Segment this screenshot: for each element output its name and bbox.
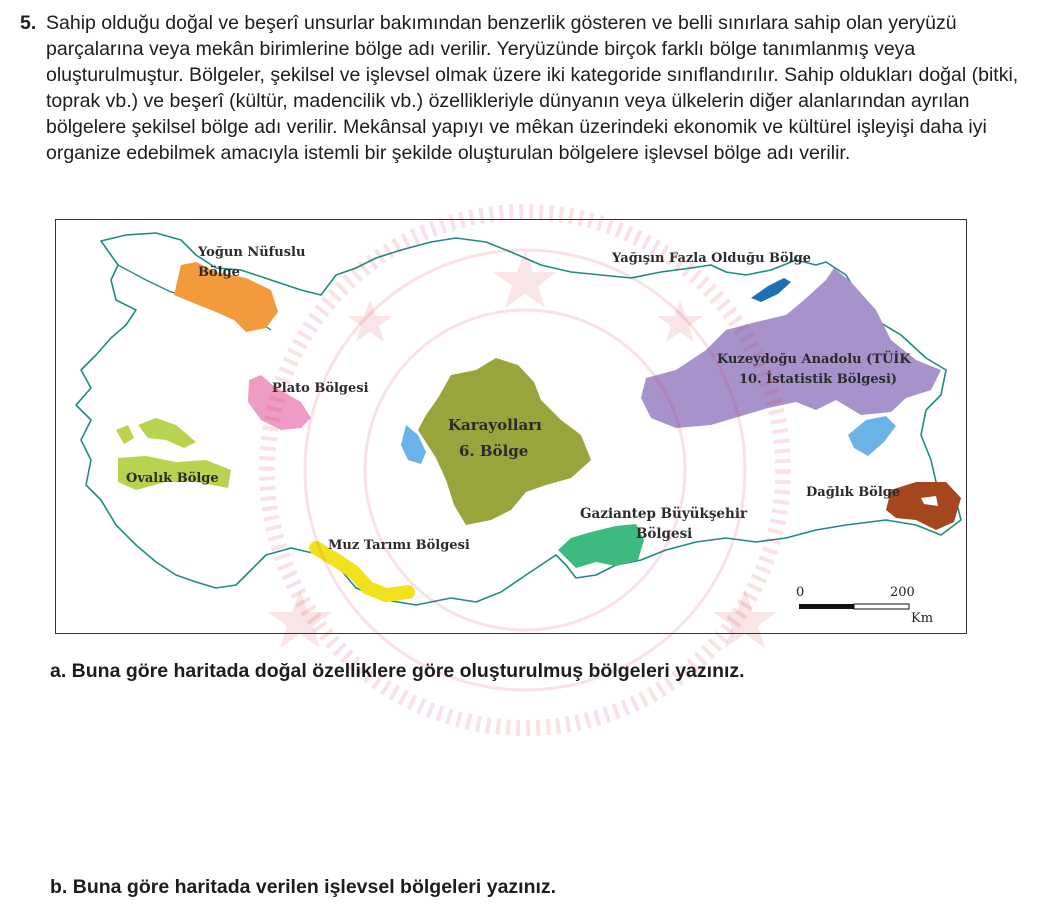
question-b: b. Buna göre haritada verilen işlevsel bölgeleri yazınız. bbox=[50, 876, 557, 898]
label-plato: Plato Bölgesi bbox=[272, 381, 369, 396]
label-yagis: Yağışın Fazla Olduğu Bölge bbox=[612, 251, 811, 266]
question-5 bbox=[20, 10, 1030, 166]
label-gaziantep-1: Gaziantep Büyükşehir bbox=[580, 506, 748, 522]
scale-max: 200 bbox=[890, 585, 915, 600]
label-kuzeydogu-2: 10. İstatistik Bölgesi) bbox=[739, 372, 898, 387]
scale-unit: Km bbox=[911, 611, 934, 626]
region-gaziantep bbox=[558, 524, 644, 568]
question-number: 5. bbox=[20, 12, 37, 34]
label-ovalik: Ovalık Bölge bbox=[126, 471, 219, 486]
question-text: Sahip olduğu doğal ve beşerî unsurlar bakımından benzerlik gösteren ve belli sınırlara sahip olan yeryüzü parçalarına veya mekân birimlerine bölge adı verilir. Yeryüzünde birçok farklı bölge tanımlanmış veya oluşturulmuştur. Bölgeler, şekilsel ve işlevsel olmak üzere iki kategoride sınıflandırılır. Sahip oldukları doğal (bitki, toprak vb.) ve beşerî (kültür, madencilik vb.) özellikleriyle dünyanın veya ülkelerin diğer alanlarından ayrılan bölgelere şekilsel bölge adı verilir. Mekânsal yapıyı ve mêkan üzerindeki ekonomik ve kültürel işleyişi daha iyi organize edebilmek amacıyla istemli bir şekilde oluşturulan bölgelere işlevsel bölge adı verilir. bbox=[46, 12, 1019, 164]
region-yagis bbox=[751, 278, 791, 302]
scale-zero: 0 bbox=[796, 585, 805, 600]
label-muz: Muz Tarımı Bölgesi bbox=[328, 538, 470, 553]
region-kuzeydogu bbox=[641, 268, 941, 428]
label-karayollari-1: Karayolları bbox=[448, 416, 542, 434]
region-muz bbox=[316, 548, 408, 595]
label-yogun-1: Yoğun Nüfuslu bbox=[198, 245, 306, 260]
label-karayollari-2: 6. Bölge bbox=[459, 442, 529, 460]
scale-bar bbox=[796, 585, 933, 626]
label-kuzeydogu-1: Kuzeydoğu Anadolu (TÜİK bbox=[717, 352, 911, 367]
label-daglik: Dağlık Bölge bbox=[806, 485, 901, 500]
turkey-map bbox=[55, 219, 967, 634]
label-yogun-2: Bölge bbox=[198, 265, 240, 280]
label-gaziantep-2: Bölgesi bbox=[636, 526, 693, 542]
lake-van bbox=[848, 416, 896, 456]
question-a: a. Buna göre haritada doğal özelliklere göre oluşturulmuş bölgeleri yazınız. bbox=[50, 660, 745, 682]
